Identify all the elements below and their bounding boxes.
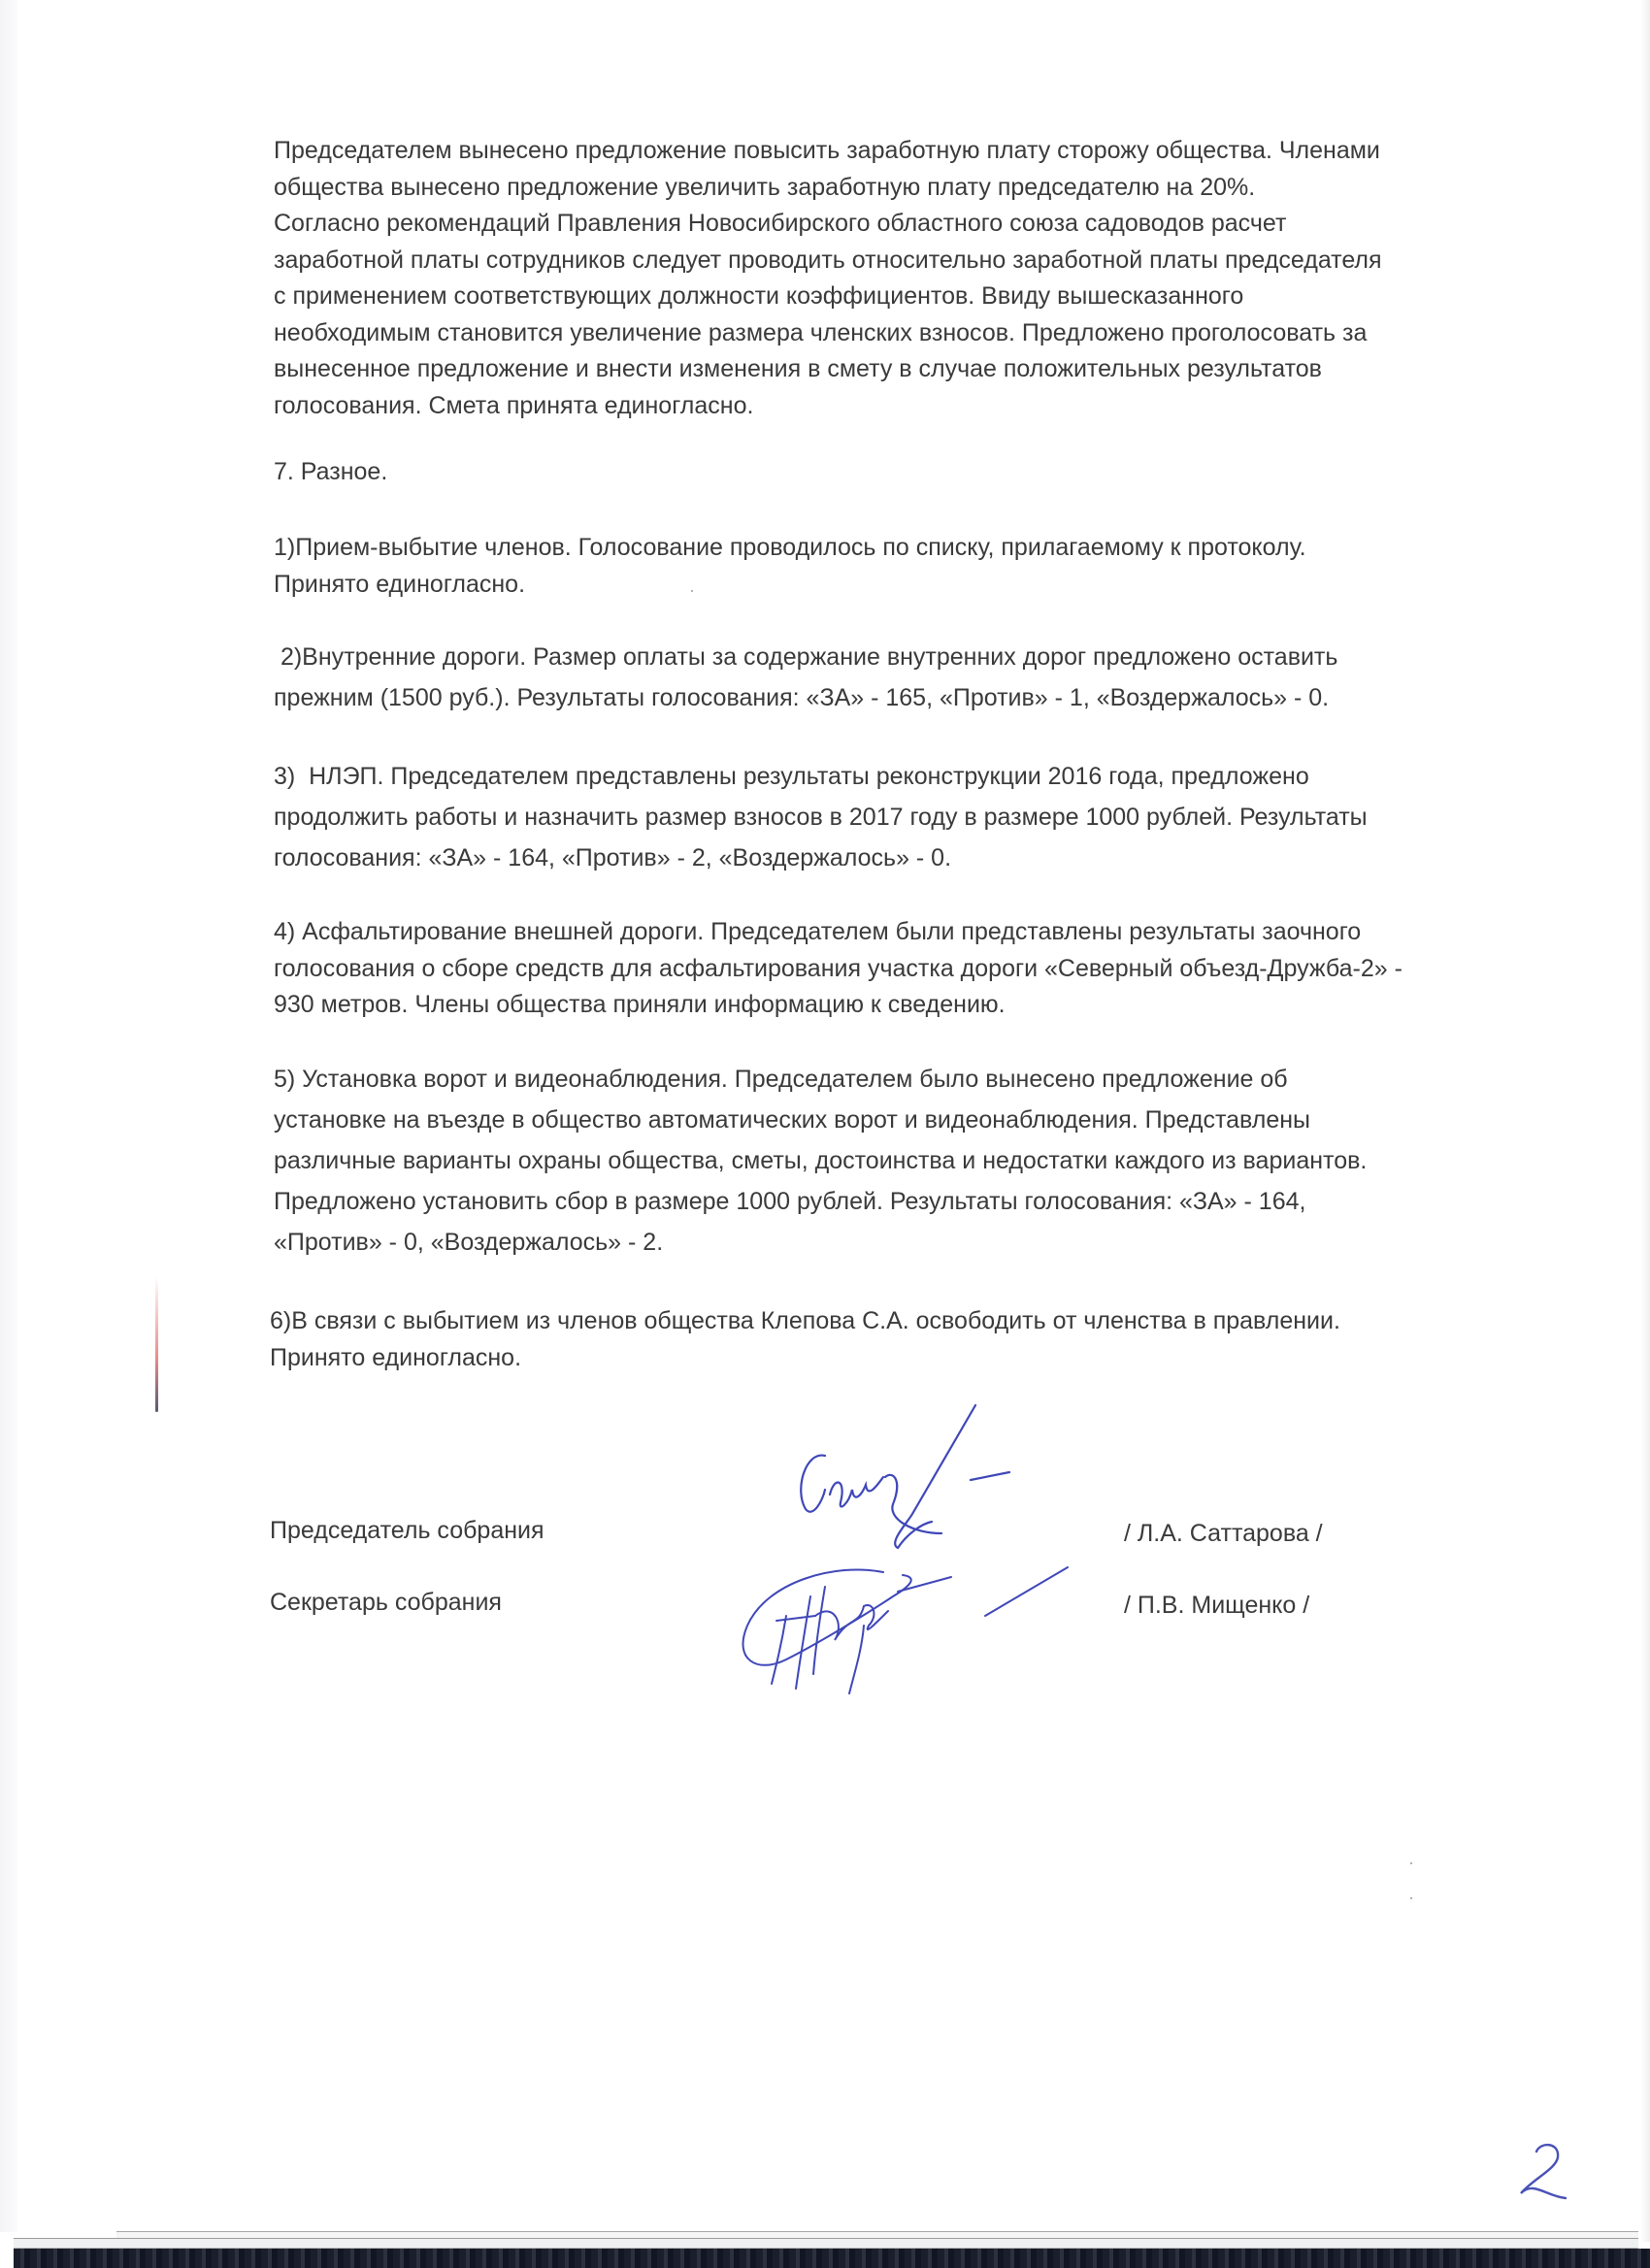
text-line: Принято единогласно. bbox=[274, 570, 526, 598]
scanner-background bbox=[14, 2249, 1650, 2268]
paper-stack-edge bbox=[14, 2238, 1638, 2249]
text-line: «Против» - 0, «Воздержалось» - 2. bbox=[274, 1229, 664, 1256]
text-line: голосования. Смета принята единогласно. bbox=[274, 391, 754, 419]
text-line: голосования: «ЗА» - 164, «Против» - 2, «Воздержалось» - 0. bbox=[274, 844, 952, 871]
page-right-edge bbox=[1640, 0, 1650, 2242]
page-number-handwritten bbox=[1509, 2140, 1577, 2208]
text-line: 3) НЛЭП. Председателем представлены результаты реконструкции 2016 года, предложено bbox=[274, 763, 1309, 790]
text-line: Председателем вынесено предложение повысить заработную плату сторожу общества. Членами bbox=[274, 137, 1380, 164]
margin-pen-mark bbox=[155, 1276, 158, 1412]
page-left-edge bbox=[0, 0, 17, 2232]
scan-speck bbox=[691, 590, 693, 592]
text-line: заработной платы сотрудников следует проводить относительно заработной платы председателя bbox=[274, 246, 1382, 274]
text-line: Принято единогласно. bbox=[270, 1343, 522, 1371]
item-5 bbox=[274, 1059, 1555, 1263]
secretary-label: Секретарь собрания bbox=[270, 1589, 502, 1616]
text-line: 4) Асфальтирование внешней дороги. Председателем были представлены результаты заочного bbox=[274, 918, 1362, 945]
text-line: установке на въезде в общество автоматических ворот и видеонаблюдения. Представлены bbox=[274, 1106, 1311, 1134]
scan-speck bbox=[1410, 1897, 1412, 1899]
chair-signature bbox=[776, 1397, 1029, 1572]
item-6 bbox=[270, 1303, 1551, 1376]
chair-name: / Л.А. Саттарова / bbox=[1124, 1520, 1323, 1547]
chair-label: Председатель собрания bbox=[270, 1517, 544, 1544]
text-line: 2)Внутренние дороги. Размер оплаты за содержание внутренних дорог предложено оставить bbox=[274, 643, 1338, 671]
text-line: необходимым становится увеличение размера членских взносов. Предложено проголосовать за bbox=[274, 318, 1368, 346]
item-2 bbox=[274, 637, 1555, 718]
text-line: 5) Установка ворот и видеонаблюдения. Председателем было вынесено предложение об bbox=[274, 1066, 1288, 1093]
secretary-signature bbox=[728, 1558, 1087, 1703]
item-4 bbox=[274, 914, 1555, 1024]
paragraph-budget bbox=[274, 133, 1555, 424]
text-line: Согласно рекомендаций Правления Новосибирского областного союза садоводов расчет bbox=[274, 210, 1287, 237]
text-line: продолжить работы и назначить размер взносов в 2017 году в размере 1000 рублей. Результаты bbox=[274, 804, 1368, 831]
text-line: Предложено установить сбор в размере 1000 рублей. Результаты голосования: «ЗА» - 164, bbox=[274, 1188, 1306, 1215]
text-line: вынесенное предложение и внести изменения в смету в случае положительных результатов bbox=[274, 355, 1322, 382]
text-line: голосования о сборе средств для асфальтирования участка дороги «Северный объезд-Дружба-2» - bbox=[274, 954, 1402, 982]
text-line: прежним (1500 руб.). Результаты голосования: «ЗА» - 165, «Против» - 1, «Воздержалось» - 0. bbox=[274, 684, 1330, 711]
secretary-name: / П.В. Мищенко / bbox=[1124, 1592, 1310, 1619]
text-line: 930 метров. Члены общества приняли информацию к сведению. bbox=[274, 991, 1006, 1018]
text-line: 1)Прием-выбытие членов. Голосование проводилось по списку, прилагаемому к протоколу. bbox=[274, 534, 1306, 561]
item-3 bbox=[274, 756, 1555, 878]
paper-stack-edge bbox=[116, 2231, 1638, 2238]
section-heading: 7. Разное. bbox=[274, 458, 388, 485]
text-line: различные варианты охраны общества, сметы, достоинства и недостатки каждого из вариантов. bbox=[274, 1147, 1368, 1174]
text-line: с применением соответствующих должности коэффициентов. Ввиду вышесказанного bbox=[274, 282, 1244, 310]
item-1 bbox=[274, 530, 1555, 603]
text-line: общества вынесено предложение увеличить заработную плату председателю на 20%. bbox=[274, 173, 1256, 201]
text-line: 6)В связи с выбытием из членов общества Клепова С.А. освободить от членства в правлении. bbox=[270, 1307, 1340, 1334]
scan-speck bbox=[1410, 1862, 1412, 1864]
